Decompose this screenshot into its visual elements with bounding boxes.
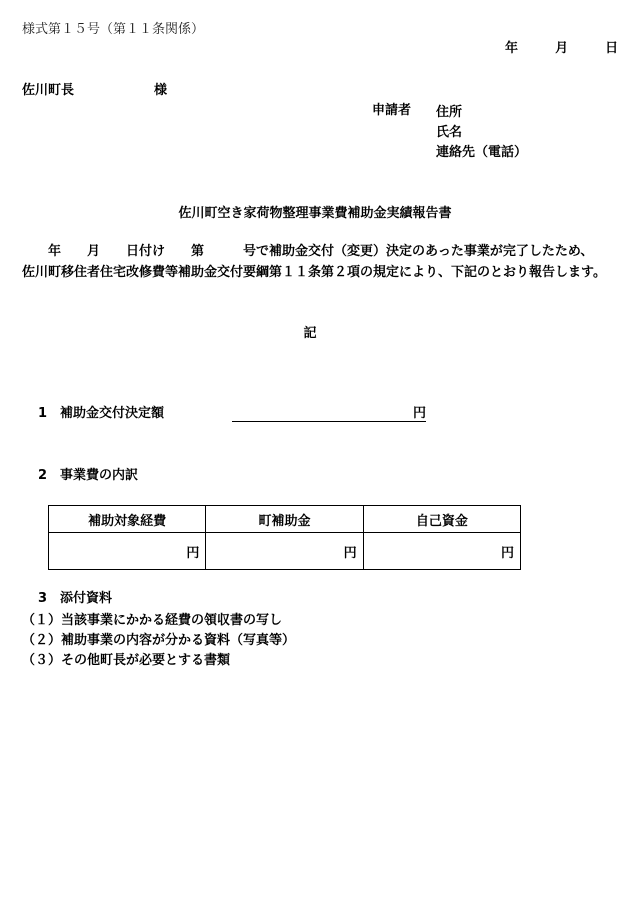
date-year: 年 <box>505 41 519 56</box>
addressee-honorific: 様 <box>154 83 168 98</box>
cell-own-funds: 円 <box>363 533 520 570</box>
section-2-label: 2 事業費の内訳 <box>38 468 139 483</box>
attachments-list <box>22 611 295 671</box>
applicant-address-label: 住所 <box>436 105 463 120</box>
expense-breakdown-table <box>48 505 521 570</box>
body-line-2: 佐川町移住者住宅改修費等補助金交付要綱第１１条第２項の規定により、下記のとおり報告します。 <box>22 265 606 280</box>
date-day: 日 <box>605 41 619 56</box>
column-header-own-funds: 自己資金 <box>363 506 520 533</box>
applicant-fields <box>436 103 527 163</box>
table-row <box>49 533 521 570</box>
list-item: （３）その他町長が必要とする書類 <box>22 653 231 668</box>
addressee <box>22 83 167 99</box>
grant-amount-field: 円 <box>232 406 426 422</box>
report-date <box>505 41 618 57</box>
applicant-label: 申請者 <box>372 103 412 118</box>
form-number: 様式第１５号（第１１条関係） <box>22 22 205 37</box>
document-title: 佐川町空き家荷物整理事業費補助金実績報告書 <box>178 206 452 221</box>
list-item: （２）補助事業の内容が分かる資料（写真等） <box>22 633 296 648</box>
column-header-eligible-cost: 補助対象経費 <box>49 506 206 533</box>
body-line-1: 年 月 日付け 第 号で補助金交付（変更）決定のあった事業が完了したため、 <box>48 244 594 259</box>
section-3-label: 3 添付資料 <box>38 591 113 606</box>
list-item: （１）当該事業にかかる経費の領収書の写し <box>22 613 283 628</box>
section-1-label: 1 補助金交付決定額 <box>38 406 165 421</box>
date-month: 月 <box>555 41 569 56</box>
column-header-town-subsidy: 町補助金 <box>206 506 363 533</box>
applicant-phone-label: 連絡先（電話） <box>436 145 528 160</box>
addressee-name: 佐川町長 <box>22 83 75 98</box>
cell-town-subsidy: 円 <box>206 533 363 570</box>
ki-heading: 記 <box>303 326 317 341</box>
applicant-name-label: 氏名 <box>436 125 463 140</box>
cell-eligible-cost: 円 <box>49 533 206 570</box>
table-header-row <box>49 506 521 533</box>
